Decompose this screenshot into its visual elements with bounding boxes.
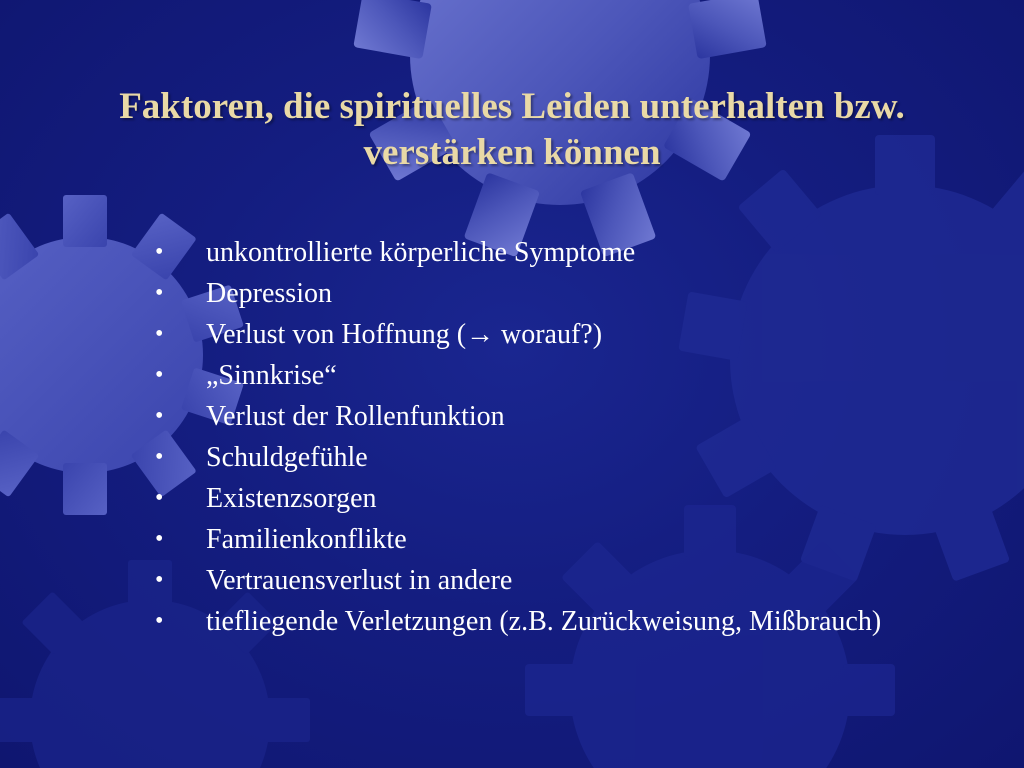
bullet-item (150, 273, 910, 314)
bullet-text: Verlust der Rollenfunktion (206, 401, 505, 432)
bullet-item (150, 314, 910, 355)
bullet-item (150, 601, 910, 642)
bullet-text: unkontrollierte körperliche Symptome (206, 237, 636, 268)
bullet-icon: • (155, 321, 164, 347)
bullet-icon: • (155, 526, 164, 552)
bullet-icon: • (155, 403, 164, 429)
bullet-text: Verlust von Hoffnung (→ worauf?) (206, 319, 603, 350)
bullet-text: Schuldgefühle (206, 442, 368, 473)
bullet-icon: • (155, 444, 164, 470)
bullet-icon: • (155, 485, 164, 511)
bullet-item (150, 355, 910, 396)
bullet-text: „Sinnkrise“ (206, 360, 337, 391)
bullet-text: Familienkonflikte (206, 524, 407, 555)
bullet-icon: • (155, 239, 164, 265)
bullet-item (150, 396, 910, 437)
bullet-icon: • (155, 567, 164, 593)
bullet-item (150, 437, 910, 478)
bullet-item (150, 519, 910, 560)
bullet-icon: • (155, 362, 164, 388)
slide-title-line-2: verstärken können (363, 132, 661, 173)
bullet-icon: • (155, 608, 164, 634)
bullet-list (150, 232, 910, 642)
bullet-text: Depression (206, 278, 332, 309)
bullet-icon: • (155, 280, 164, 306)
slide-title-line-1: Faktoren, die spirituelles Leiden unterhalten bzw. (119, 86, 905, 127)
bullet-item (150, 478, 910, 519)
bullet-text: tiefliegende Verletzungen (z.B. Zurückweisung, Mißbrauch) (206, 606, 882, 637)
bullet-text: Existenzsorgen (206, 483, 377, 514)
slide-title (20, 84, 1004, 176)
bullet-item (150, 560, 910, 601)
bullet-item (150, 232, 910, 273)
bullet-text: Vertrauensverlust in andere (206, 565, 513, 596)
